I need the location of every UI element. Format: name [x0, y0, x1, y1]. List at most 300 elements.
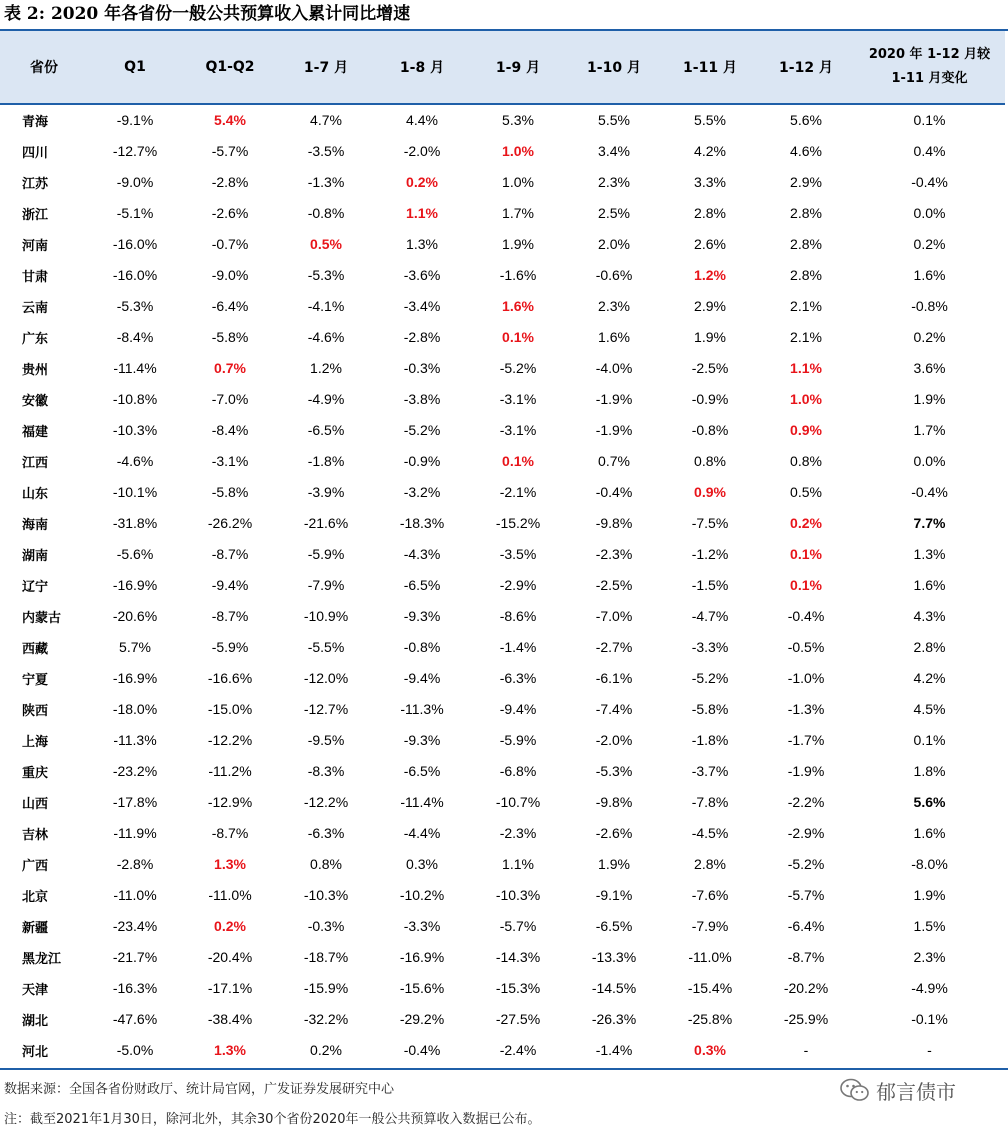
province-cell: 广东	[0, 322, 88, 353]
value-cell: 0.1%	[758, 570, 854, 601]
data-source-note: 数据来源：全国各省份财政厅、统计局官网，广发证券发展研究中心	[4, 1082, 395, 1097]
value-cell: -3.4%	[374, 291, 470, 322]
value-cell: -25.9%	[758, 1004, 854, 1035]
value-cell: -47.6%	[88, 1004, 182, 1035]
value-cell: -23.2%	[88, 756, 182, 787]
value-cell: -2.8%	[374, 322, 470, 353]
value-cell: -3.2%	[374, 477, 470, 508]
value-cell: 1.3%	[374, 229, 470, 260]
value-cell: -16.3%	[88, 973, 182, 1004]
value-cell: 0.2%	[854, 322, 1005, 353]
table-row	[0, 663, 1005, 694]
value-cell: -1.6%	[470, 260, 566, 291]
value-cell: 0.7%	[566, 446, 662, 477]
value-cell: -16.9%	[88, 663, 182, 694]
value-cell: -1.5%	[662, 570, 758, 601]
value-cell: -6.3%	[470, 663, 566, 694]
table-row	[0, 880, 1005, 911]
table-row	[0, 601, 1005, 632]
value-cell: -9.8%	[566, 508, 662, 539]
value-cell: -9.8%	[566, 787, 662, 818]
value-cell: -11.0%	[88, 880, 182, 911]
value-cell: -6.3%	[278, 818, 374, 849]
value-cell: -7.0%	[566, 601, 662, 632]
province-cell: 重庆	[0, 756, 88, 787]
revenue-growth-table	[0, 31, 1005, 1066]
value-cell: -9.4%	[470, 694, 566, 725]
value-cell: -6.8%	[470, 756, 566, 787]
value-cell: -0.4%	[854, 167, 1005, 198]
value-cell: -2.4%	[470, 1035, 566, 1066]
table-row	[0, 942, 1005, 973]
value-cell: 2.6%	[662, 229, 758, 260]
value-cell: -2.6%	[566, 818, 662, 849]
province-cell: 云南	[0, 291, 88, 322]
value-cell: 2.8%	[854, 632, 1005, 663]
value-cell: -4.0%	[566, 353, 662, 384]
value-cell: -4.9%	[278, 384, 374, 415]
value-cell: 5.6%	[758, 104, 854, 136]
value-cell: -5.2%	[374, 415, 470, 446]
value-cell: -5.9%	[182, 632, 278, 663]
header-change-line2: 1-11 月变化	[891, 71, 968, 86]
value-cell: 4.4%	[374, 104, 470, 136]
value-cell: -0.8%	[374, 632, 470, 663]
value-cell: 1.0%	[470, 136, 566, 167]
value-cell: -8.3%	[278, 756, 374, 787]
value-cell: -9.1%	[566, 880, 662, 911]
province-cell: 广西	[0, 849, 88, 880]
value-cell: 4.6%	[758, 136, 854, 167]
province-cell: 宁夏	[0, 663, 88, 694]
value-cell: 1.6%	[854, 818, 1005, 849]
value-cell: 0.9%	[662, 477, 758, 508]
value-cell: -16.9%	[88, 570, 182, 601]
value-cell: 4.2%	[854, 663, 1005, 694]
value-cell: -4.4%	[374, 818, 470, 849]
value-cell: -5.2%	[470, 353, 566, 384]
value-cell: 2.8%	[662, 849, 758, 880]
value-cell: 0.2%	[854, 229, 1005, 260]
table-row	[0, 756, 1005, 787]
value-cell: -11.3%	[88, 725, 182, 756]
value-cell: -0.4%	[374, 1035, 470, 1066]
province-cell: 陕西	[0, 694, 88, 725]
value-cell: 0.7%	[182, 353, 278, 384]
value-cell: 2.5%	[566, 198, 662, 229]
value-cell: -38.4%	[182, 1004, 278, 1035]
value-cell: -6.4%	[758, 911, 854, 942]
value-cell: 1.6%	[854, 570, 1005, 601]
value-cell: -23.4%	[88, 911, 182, 942]
province-cell: 海南	[0, 508, 88, 539]
value-cell: -8.6%	[470, 601, 566, 632]
value-cell: -6.5%	[374, 570, 470, 601]
value-cell: -26.3%	[566, 1004, 662, 1035]
value-cell: -1.9%	[566, 415, 662, 446]
value-cell: -26.2%	[182, 508, 278, 539]
value-cell: -8.7%	[758, 942, 854, 973]
table-row	[0, 694, 1005, 725]
value-cell: -0.9%	[374, 446, 470, 477]
value-cell: -0.3%	[278, 911, 374, 942]
value-cell: -20.2%	[758, 973, 854, 1004]
value-cell: 5.5%	[662, 104, 758, 136]
value-cell: 1.5%	[854, 911, 1005, 942]
value-cell: -6.5%	[374, 756, 470, 787]
value-cell: 0.2%	[182, 911, 278, 942]
value-cell: -5.9%	[278, 539, 374, 570]
value-cell: -15.0%	[182, 694, 278, 725]
value-cell: 0.1%	[470, 446, 566, 477]
value-cell: -10.1%	[88, 477, 182, 508]
value-cell: -5.3%	[88, 291, 182, 322]
table-row	[0, 539, 1005, 570]
value-cell: -6.1%	[566, 663, 662, 694]
value-cell: -15.6%	[374, 973, 470, 1004]
value-cell: -20.4%	[182, 942, 278, 973]
value-cell: -0.9%	[662, 384, 758, 415]
value-cell: -5.0%	[88, 1035, 182, 1066]
value-cell: 1.6%	[854, 260, 1005, 291]
value-cell: 2.3%	[854, 942, 1005, 973]
value-cell: -11.0%	[662, 942, 758, 973]
value-cell: 5.3%	[470, 104, 566, 136]
value-cell: -31.8%	[88, 508, 182, 539]
value-cell: 1.1%	[470, 849, 566, 880]
value-cell: -16.0%	[88, 229, 182, 260]
value-cell: -1.3%	[758, 694, 854, 725]
province-cell: 河南	[0, 229, 88, 260]
value-cell: -10.3%	[88, 415, 182, 446]
value-cell: -11.4%	[88, 353, 182, 384]
table-body	[0, 104, 1005, 1066]
table-row	[0, 260, 1005, 291]
value-cell: 7.7%	[854, 508, 1005, 539]
value-cell: 5.4%	[182, 104, 278, 136]
value-cell: -11.9%	[88, 818, 182, 849]
value-cell: -1.8%	[278, 446, 374, 477]
value-cell: -9.1%	[88, 104, 182, 136]
value-cell: 1.9%	[854, 384, 1005, 415]
value-cell: -5.7%	[470, 911, 566, 942]
value-cell: -1.4%	[566, 1035, 662, 1066]
value-cell: 4.3%	[854, 601, 1005, 632]
value-cell: -16.0%	[88, 260, 182, 291]
value-cell: -8.0%	[854, 849, 1005, 880]
watermark	[840, 1074, 956, 1106]
value-cell: -9.4%	[182, 570, 278, 601]
value-cell: -4.7%	[662, 601, 758, 632]
value-cell: 2.8%	[662, 198, 758, 229]
value-cell: -2.1%	[470, 477, 566, 508]
province-cell: 天津	[0, 973, 88, 1004]
value-cell: 5.5%	[566, 104, 662, 136]
value-cell: 3.6%	[854, 353, 1005, 384]
table-row	[0, 446, 1005, 477]
province-cell: 江苏	[0, 167, 88, 198]
value-cell: -1.8%	[662, 725, 758, 756]
header-province: 省份	[0, 31, 88, 104]
value-cell: -5.7%	[758, 880, 854, 911]
value-cell: 1.1%	[758, 353, 854, 384]
value-cell: -2.5%	[566, 570, 662, 601]
value-cell: -16.9%	[374, 942, 470, 973]
value-cell: 5.7%	[88, 632, 182, 663]
value-cell: -3.5%	[278, 136, 374, 167]
value-cell: -5.9%	[470, 725, 566, 756]
province-cell: 四川	[0, 136, 88, 167]
value-cell: -11.0%	[182, 880, 278, 911]
value-cell: -5.6%	[88, 539, 182, 570]
value-cell: 1.9%	[566, 849, 662, 880]
header-change-line1: 2020 年 1-12 月较	[868, 47, 991, 62]
value-cell: -9.3%	[374, 725, 470, 756]
value-cell: 1.6%	[566, 322, 662, 353]
value-cell: -10.7%	[470, 787, 566, 818]
value-cell: -14.3%	[470, 942, 566, 973]
value-cell: 4.5%	[854, 694, 1005, 725]
province-cell: 吉林	[0, 818, 88, 849]
value-cell: 1.9%	[470, 229, 566, 260]
value-cell: -1.0%	[758, 663, 854, 694]
value-cell: -8.7%	[182, 539, 278, 570]
province-cell: 安徽	[0, 384, 88, 415]
value-cell: -4.9%	[854, 973, 1005, 1004]
value-cell: -9.0%	[88, 167, 182, 198]
value-cell: 2.1%	[758, 322, 854, 353]
header-1-11: 1-11 月	[662, 31, 758, 104]
value-cell: -17.1%	[182, 973, 278, 1004]
value-cell: -0.6%	[566, 260, 662, 291]
value-cell: -9.0%	[182, 260, 278, 291]
table-row	[0, 136, 1005, 167]
header-q1: Q1	[88, 31, 182, 104]
province-cell: 山东	[0, 477, 88, 508]
value-cell: -5.5%	[278, 632, 374, 663]
value-cell: -21.6%	[278, 508, 374, 539]
value-cell: 0.0%	[854, 446, 1005, 477]
value-cell: -32.2%	[278, 1004, 374, 1035]
value-cell: -5.3%	[566, 756, 662, 787]
value-cell: -2.6%	[182, 198, 278, 229]
value-cell: 2.9%	[758, 167, 854, 198]
value-cell: -8.4%	[182, 415, 278, 446]
value-cell: -4.6%	[88, 446, 182, 477]
value-cell: -3.5%	[470, 539, 566, 570]
table-row	[0, 725, 1005, 756]
value-cell: 0.8%	[662, 446, 758, 477]
value-cell: -14.5%	[566, 973, 662, 1004]
value-cell: -18.3%	[374, 508, 470, 539]
value-cell: -12.2%	[182, 725, 278, 756]
table-row	[0, 353, 1005, 384]
value-cell: -5.2%	[662, 663, 758, 694]
province-cell: 西藏	[0, 632, 88, 663]
value-cell: -12.2%	[278, 787, 374, 818]
value-cell: -0.7%	[182, 229, 278, 260]
header-1-10: 1-10 月	[566, 31, 662, 104]
value-cell: -	[854, 1035, 1005, 1066]
value-cell: 2.9%	[662, 291, 758, 322]
value-cell: -2.8%	[88, 849, 182, 880]
value-cell: -6.5%	[566, 911, 662, 942]
value-cell: -15.3%	[470, 973, 566, 1004]
province-cell: 新疆	[0, 911, 88, 942]
province-cell: 上海	[0, 725, 88, 756]
province-cell: 山西	[0, 787, 88, 818]
value-cell: -5.8%	[182, 477, 278, 508]
value-cell: -16.6%	[182, 663, 278, 694]
province-cell: 青海	[0, 104, 88, 136]
value-cell: -2.5%	[662, 353, 758, 384]
value-cell: -12.0%	[278, 663, 374, 694]
table-row	[0, 632, 1005, 663]
value-cell: -2.9%	[758, 818, 854, 849]
value-cell: 2.8%	[758, 260, 854, 291]
header-q1-q2: Q1-Q2	[182, 31, 278, 104]
value-cell: -0.1%	[854, 1004, 1005, 1035]
value-cell: -5.8%	[662, 694, 758, 725]
value-cell: -2.8%	[182, 167, 278, 198]
table-row	[0, 322, 1005, 353]
province-cell: 北京	[0, 880, 88, 911]
value-cell: -4.5%	[662, 818, 758, 849]
value-cell: -4.3%	[374, 539, 470, 570]
value-cell: 3.3%	[662, 167, 758, 198]
value-cell: -2.0%	[566, 725, 662, 756]
value-cell: 0.1%	[470, 322, 566, 353]
value-cell: -10.3%	[470, 880, 566, 911]
value-cell: 2.0%	[566, 229, 662, 260]
value-cell: -3.7%	[662, 756, 758, 787]
value-cell: -3.3%	[374, 911, 470, 942]
value-cell: 0.1%	[758, 539, 854, 570]
value-cell: -15.2%	[470, 508, 566, 539]
table-row	[0, 229, 1005, 260]
value-cell: 1.2%	[662, 260, 758, 291]
value-cell: -0.4%	[758, 601, 854, 632]
value-cell: 2.8%	[758, 198, 854, 229]
value-cell: -29.2%	[374, 1004, 470, 1035]
value-cell: -10.8%	[88, 384, 182, 415]
value-cell: -2.0%	[374, 136, 470, 167]
value-cell: 1.8%	[854, 756, 1005, 787]
province-cell: 湖南	[0, 539, 88, 570]
value-cell: -9.4%	[374, 663, 470, 694]
value-cell: -2.7%	[566, 632, 662, 663]
province-cell: 福建	[0, 415, 88, 446]
province-cell: 黑龙江	[0, 942, 88, 973]
value-cell: 1.2%	[278, 353, 374, 384]
value-cell: 1.9%	[854, 880, 1005, 911]
value-cell: -6.4%	[182, 291, 278, 322]
value-cell: 0.5%	[758, 477, 854, 508]
value-cell: -7.5%	[662, 508, 758, 539]
value-cell: -12.7%	[278, 694, 374, 725]
header-row	[0, 31, 1005, 104]
province-cell: 内蒙古	[0, 601, 88, 632]
value-cell: 2.3%	[566, 291, 662, 322]
value-cell: -5.2%	[758, 849, 854, 880]
table-row	[0, 508, 1005, 539]
value-cell: -7.9%	[278, 570, 374, 601]
table-row	[0, 291, 1005, 322]
province-cell: 贵州	[0, 353, 88, 384]
value-cell: 1.6%	[470, 291, 566, 322]
bottom-rule	[0, 1068, 1008, 1070]
value-cell: -5.1%	[88, 198, 182, 229]
table-row	[0, 477, 1005, 508]
value-cell: -25.8%	[662, 1004, 758, 1035]
value-cell: 0.8%	[278, 849, 374, 880]
value-cell: -7.8%	[662, 787, 758, 818]
value-cell: -10.2%	[374, 880, 470, 911]
value-cell: 1.3%	[182, 849, 278, 880]
value-cell: -5.7%	[182, 136, 278, 167]
value-cell: -4.6%	[278, 322, 374, 353]
table-row	[0, 849, 1005, 880]
value-cell: -6.5%	[278, 415, 374, 446]
value-cell: -21.7%	[88, 942, 182, 973]
value-cell: -7.9%	[662, 911, 758, 942]
value-cell: 0.2%	[278, 1035, 374, 1066]
value-cell: -3.1%	[470, 384, 566, 415]
value-cell: -9.5%	[278, 725, 374, 756]
value-cell: -0.8%	[662, 415, 758, 446]
value-cell: -13.3%	[566, 942, 662, 973]
value-cell: 1.3%	[854, 539, 1005, 570]
value-cell: 0.4%	[854, 136, 1005, 167]
value-cell: -8.4%	[88, 322, 182, 353]
value-cell: -12.9%	[182, 787, 278, 818]
value-cell: -3.6%	[374, 260, 470, 291]
table-row	[0, 384, 1005, 415]
province-cell: 河北	[0, 1035, 88, 1066]
value-cell: -4.1%	[278, 291, 374, 322]
value-cell: -11.3%	[374, 694, 470, 725]
value-cell: -	[758, 1035, 854, 1066]
province-cell: 湖北	[0, 1004, 88, 1035]
value-cell: -0.3%	[374, 353, 470, 384]
table-row	[0, 1035, 1005, 1066]
value-cell: -2.3%	[470, 818, 566, 849]
value-cell: -0.8%	[854, 291, 1005, 322]
value-cell: -15.4%	[662, 973, 758, 1004]
value-cell: 0.0%	[854, 198, 1005, 229]
value-cell: -1.9%	[758, 756, 854, 787]
value-cell: -27.5%	[470, 1004, 566, 1035]
value-cell: -17.8%	[88, 787, 182, 818]
table-row	[0, 1004, 1005, 1035]
value-cell: -3.1%	[470, 415, 566, 446]
value-cell: 1.3%	[182, 1035, 278, 1066]
header-1-7: 1-7 月	[278, 31, 374, 104]
value-cell: -9.3%	[374, 601, 470, 632]
table-row	[0, 973, 1005, 1004]
value-cell: 4.2%	[662, 136, 758, 167]
value-cell: -8.7%	[182, 601, 278, 632]
province-cell: 江西	[0, 446, 88, 477]
value-cell: 0.3%	[374, 849, 470, 880]
value-cell: 2.1%	[758, 291, 854, 322]
value-cell: -7.6%	[662, 880, 758, 911]
value-cell: -18.7%	[278, 942, 374, 973]
value-cell: -1.2%	[662, 539, 758, 570]
value-cell: 0.1%	[854, 725, 1005, 756]
footnote: 注：截至2021年1月30日，除河北外，其余30个省份2020年一般公共预算收入数据已公布。	[4, 1112, 541, 1127]
header-change	[854, 31, 1005, 104]
